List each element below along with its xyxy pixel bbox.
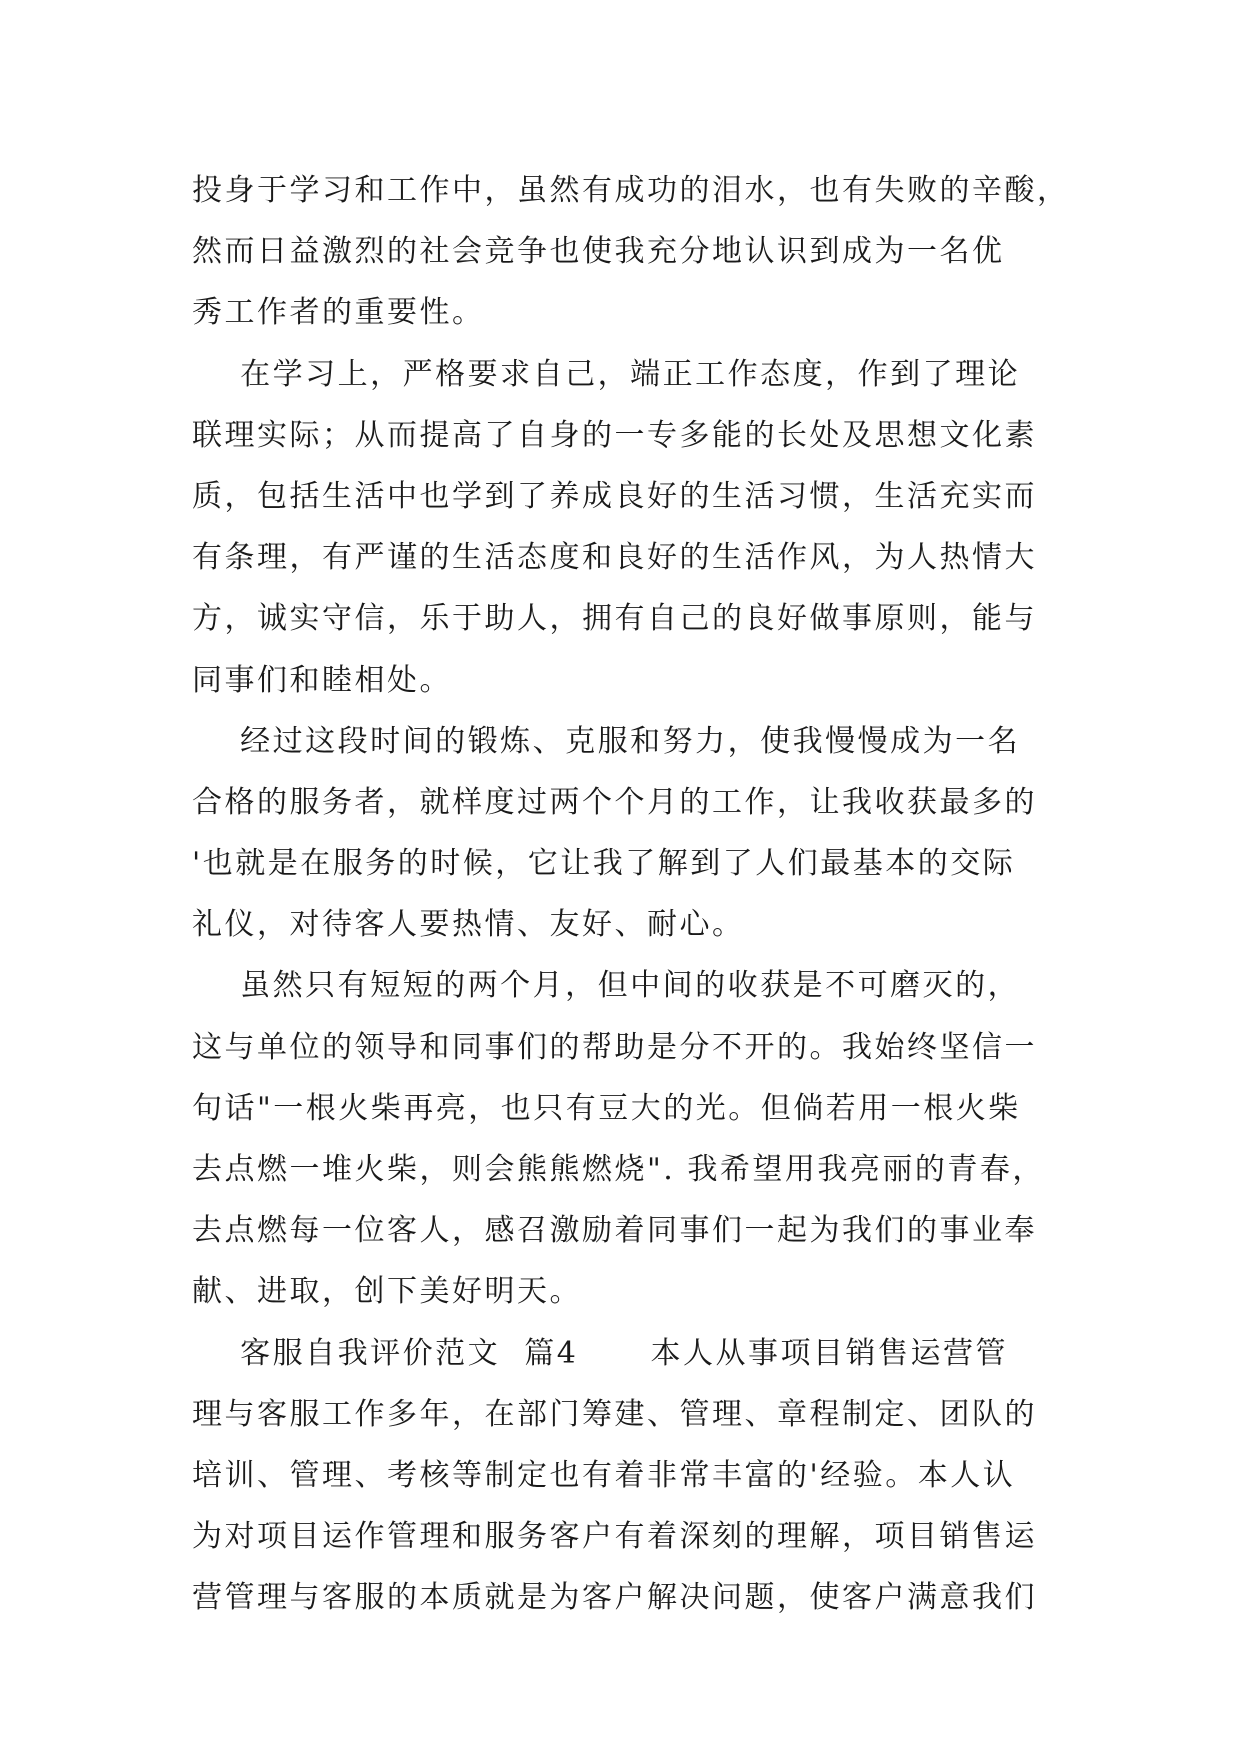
- text-line: 营管理与客服的本质就是为客户解决问题，使客户满意我们: [192, 1580, 1037, 1616]
- text-line: 然而日益激烈的社会竞争也使我充分地认识到成为一名优: [192, 234, 1005, 270]
- text-line: 有条理，有严谨的生活态度和良好的生活作风，为人热情大: [192, 540, 1037, 576]
- document-body: [192, 160, 1072, 1629]
- text-line: 方，诚实守信，乐于助人，拥有自己的良好做事原则，能与: [192, 601, 1037, 637]
- text-line: 虽然只有短短的两个月，但中间的收获是不可磨灭的，: [192, 968, 1021, 1004]
- text-line: 为对项目运作管理和服务客户有着深刻的理解，项目销售运: [192, 1519, 1037, 1555]
- text-line: 献、进取，创下美好明天。: [192, 1274, 582, 1310]
- text-line: 联理实际；从而提高了自身的一专多能的长处及思想文化素: [192, 417, 1037, 453]
- text-line: 质，包括生活中也学到了养成良好的生活习惯，生活充实而: [192, 478, 1037, 514]
- text-line: 合格的服务者，就样度过两个个月的工作，让我收获最多的: [192, 784, 1037, 820]
- text-line: 秀工作者的重要性。: [192, 295, 485, 331]
- text-line: 经过这段时间的锻炼、克服和努力，使我慢慢成为一名: [192, 723, 1021, 759]
- text-line: 句话"一根火柴再亮，也只有豆大的光。但倘若用一根火柴: [192, 1090, 1021, 1126]
- text-line: 在学习上，严格要求自己，端正工作态度，作到了理论: [192, 356, 1021, 392]
- text-line: 礼仪，对待客人要热情、友好、耐心。: [192, 907, 745, 943]
- text-line: 去点燃一堆火柴，则会熊熊燃烧". 我希望用我亮丽的青春，: [192, 1152, 1045, 1187]
- text-line: 客服自我评价范文 篇4 本人从事项目销售运营管: [192, 1335, 1009, 1371]
- text-line: 培训、管理、考核等制定也有着非常丰富的'经验。本人认: [192, 1457, 1016, 1493]
- text-line: 理与客服工作多年，在部门筹建、管理、章程制定、团队的: [192, 1396, 1037, 1432]
- text-line: 去点燃每一位客人，感召激励着同事们一起为我们的事业奉: [192, 1213, 1037, 1249]
- text-line: 投身于学习和工作中，虽然有成功的泪水，也有失败的辛酸，: [192, 173, 1070, 208]
- text-line: 这与单位的领导和同事们的帮助是分不开的。我始终坚信一: [192, 1029, 1037, 1065]
- text-line: 同事们和睦相处。: [192, 662, 452, 698]
- text-line: '也就是在服务的时候，它让我了解到了人们最基本的交际: [192, 846, 1016, 882]
